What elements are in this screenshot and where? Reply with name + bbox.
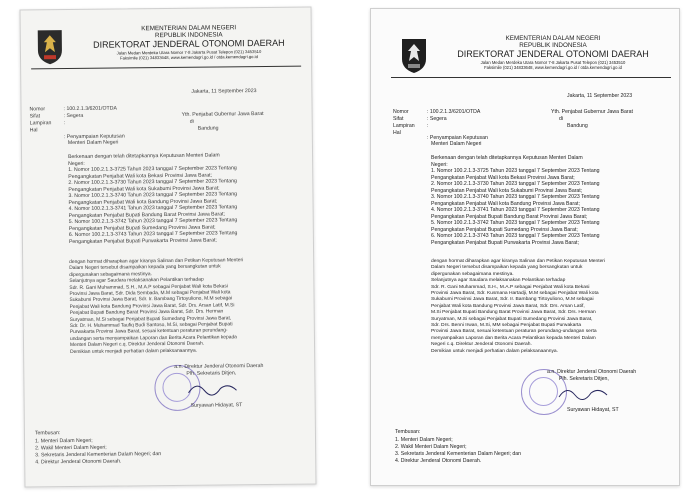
garuda-logo-icon — [35, 26, 65, 66]
address-line-2: Faksimile (021) 34833648, www.kemendagri.go.id / otda.kemendagri.go.id — [484, 65, 622, 70]
signature-name: Suryawan Hidayat, ST — [190, 402, 243, 409]
garuda-logo-icon — [399, 35, 429, 75]
meta-label-lampiran: Lampiran — [29, 120, 52, 127]
hal-value: : Penyampaian Keputusan — [427, 135, 488, 141]
lampiran-value: : — [63, 120, 66, 127]
meta-label-hal: Hal — [393, 130, 401, 136]
address-line-1: Jalan Medan Merdeka Utara Nomor 7-8 Jakarta Pusat Telepon (021) 3453510 — [480, 60, 626, 65]
tembusan-item: 4. Direktur Jenderal Otonomi Daerah. — [35, 458, 122, 466]
letter-page-right — [370, 8, 680, 486]
signature-an: a.n. Direktur Jenderal Otonomi Daerah — [547, 369, 637, 375]
meta-label-sifat: Sifat — [393, 116, 404, 122]
body-closing: dengan hormat diharapkan agar kiranya Salinan dan Petikan Keputusan Menteri Dalam Negeri tersebut disampaikan kepada yang bersangkutan untuk dipergunakan sebagaimana mestinya. Selanjutnya agar Saudara melaksanakan Pelantikan terhadap Sdr. R. Gani Muhammad, S.H., M.A.P sebagai Penjabat Wali kota Bekasi Provinsi Jawa Barat, Sdr. Kusmana Hartadji, M.M sebagai Penjabat Wali kota Sukabumi Provinsi Jawa Barat, Sdr. Ir. Bambang Tirtoyuliono, M.M sebagai Penjabat Wali kota Bandung Provinsi Jawa Barat, Sdr. Drs. Arsan Latif, M.Si Penjabat Bupati Bandung Barat Provinsi Jawa Barat, Sdr. Drs. Herman Suryatman, M.Si sebagai Penjabat Bupati Sumedang Provinsi Jawa Barat, Sdr. Drs. Benni Irwan, M.Si, MM sebagai Penjabat Bupati Purwakarta Provinsi Jawa Barat, sesuai ketentuan peraturan perundang-undangan serta menyampaikan Laporan dan Berita Acara Pelantikan kepada Menteri Dalam Negeri c.q. Direktur Jenderal Otonomi Daerah. Demikian untuk menjadi perhatian dalam pelaksanaannya. — [431, 259, 606, 354]
tembusan-item: 4. Direktur Jenderal Otonomi Daerah. — [395, 458, 482, 464]
tembusan-title: Tembusan: — [34, 430, 61, 437]
nomor-value: : 100.2.1.3/6201/OTDA — [427, 109, 481, 115]
ministry-name: KEMENTERIAN DALAM NEGERI — [505, 35, 601, 42]
meta-label-lampiran: Lampiran — [393, 123, 415, 129]
body-closing: dengan hormat diharapkan agar kiranya Salinan dan Petikan Keputusan Menteri Dalam Negeri tersebut disampaikan kepada yang bersangkutan untuk dipergunakan sebagaimana mestinya. Selanjutnya agar Saudara melaksanakan Pelantikan terhadap Sdr. R. Gani Muhammad, S.H., M.A.P sebagai Penjabat Wali kota Bekasi Provinsi Jawa Barat, Sdr. Dida Sembada, M.M sebagai Penjabat Wali kota Sukabumi Provinsi Jawa Barat, Sdr. Ir. Bambang Tirtoyuliono, M.M sebagai Penjabat Wali kota Bandung Provinsi Jawa Barat, Sdr. Drs. Arsan Latif, M.Si Penjabat Bupati Bandung Barat Provinsi Jawa Barat, Sdr. Drs. Herman Suryatman, M.Si sebagai Penjabat Bupati Sumedang Provinsi Jawa Barat, Sdr. Dr. H. Muhammad Taufiq Budi Santoso, M.Si, sebagai Penjabat Bupati Purwakarta Provinsi Jawa Barat, sesuai ketentuan peraturan perundang- undangan serta menyampaikan Laporan dan Berita Acara Pelantikan kepada Menteri Dalam Negeri c.q. Direktur Jenderal Otonomi Daerah. Demikian untuk menjadi perhatian dalam pelaksanaannya. — [69, 258, 244, 355]
place-date: Jakarta, 11 September 2023 — [567, 93, 633, 99]
signature-name: Suryawan Hidayat, ST — [567, 407, 619, 413]
address-line-2: Faksimile (021) 34833648, www.kemendagri.go.id / otda.kemendagri.go.id — [120, 54, 258, 61]
header-divider — [391, 77, 671, 78]
handwritten-signature-icon — [184, 378, 244, 399]
meta-label-sifat: Sifat — [29, 113, 41, 120]
hal-value-2: Menteri Dalam Negeri — [67, 139, 119, 147]
tembusan-item: 2. Wakil Menteri Dalam Negeri; — [35, 444, 107, 452]
ministry-name: KEMENTERIAN DALAM NEGERI — [141, 24, 237, 33]
hal-value: : Penyampaian Keputusan — [63, 133, 125, 141]
tembusan-item: 3. Sekretaris Jenderal Kementerian Dalam Negeri; dan — [395, 451, 522, 457]
nomor-value: : 100.2.1.3/6201/OTDA — [63, 105, 117, 113]
directorate-name: DIREKTORAT JENDERAL OTONOMI DAERAH — [457, 49, 649, 59]
body-list: Berkenaan dengan telah ditetapkannya Keputusan Menteri Dalam Negeri: 1. Nomor 100.2.1.3-3725 Tahun 2023 tanggal 7 September 2023 Tentang Pengangkatan Penjabat Wali kota Bekasi Provinsi Jawa Barat; 2. Nomor 100.2.1.3-3730 Tahun 2023 tanggal 7 September 2023 Tentang Pengangkatan Penjabat Wali kota Sukabumi Provinsi Jawa Barat; 3. Nomor 100.2.1.3-3740 Tahun 2023 tanggal 7 September 2023 Tentang Pengangkatan Penjabat Wali kota Bandung Provinsi Jawa Barat; 4. Nomor 100.2.1.3-3741 Tahun 2023 tanggal 7 September 2023 Tentang Pengangkatan Penjabat Bupati Bandung Barat Provinsi Jawa Barat; 5. Nomor 100.2.1.3-3742 Tahun 2023 tanggal 7 September 2023 Tentang Pengangkatan Penjabat Bupati Sumedang Provinsi Jawa Barat; 6. Nomor 100.2.1.3-3743 Tahun 2023 tanggal 7 September 2023 Tentang Pengangkatan Penjabat Bupati Purwakarta Provinsi Jawa Barat; — [431, 155, 600, 246]
tembusan-title: Tembusan: — [395, 429, 421, 435]
tembusan-item: 3. Sekretaris Jenderal Kementerian Dalam Negeri; dan — [35, 451, 162, 459]
recipient-di: di — [559, 116, 564, 122]
recipient-di: di — [189, 118, 194, 125]
sifat-value: : Segera — [63, 112, 84, 120]
recipient-city: Bandung — [197, 125, 219, 132]
body-list: Berkenaan dengan telah ditetapkannya Keputusan Menteri Dalam Negeri: 1. Nomor 100.2.1.3-3725 Tahun 2023 tanggal 7 September 2023 Tentang Pengangkatan Penjabat Wali kota Bekasi Provinsi Jawa Barat; 2. Nomor 100.2.1.3-3730 Tahun 2023 tanggal 7 September 2023 Tentang Pengangkatan Penjabat Wali kota Sukabumi Provinsi Jawa Barat; 3. Nomor 100.2.1.3-3740 Tahun 2023 tanggal 7 September 2023 Tentang Pengangkatan Penjabat Wali kota Bandung Provinsi Jawa Barat; 4. Nomor 100.2.1.3-3741 Tahun 2023 tanggal 7 September 2023 Tentang Pengangkatan Penjabat Bupati Bandung Barat Provinsi Jawa Barat; 5. Nomor 100.2.1.3-3742 Tahun 2023 tanggal 7 September 2023 Tentang Pengangkatan Penjabat Bupati Sumedang Provinsi Jawa Barat; 6. Nomor 100.2.1.3-3743 Tahun 2023 tanggal 7 September 2023 Tentang Pengangkatan Penjabat Bupati Purwakarta Provinsi Jawa Barat; — [68, 152, 238, 245]
meta-label-nomor: Nomor — [29, 106, 46, 113]
directorate-name: DIREKTORAT JENDERAL OTONOMI DAERAH — [93, 37, 285, 50]
handwritten-signature-icon — [555, 383, 615, 403]
tembusan-item: 1. Menteri Dalam Negeri; — [34, 437, 93, 445]
header-divider — [31, 66, 301, 70]
tembusan-item: 2. Wakil Menteri Dalam Negeri; — [395, 444, 467, 450]
signature-plh: Plh. Sekretaris Ditjen, — [186, 370, 237, 377]
republic-name: REPUBLIK INDONESIA — [154, 31, 223, 40]
recipient: Yth. Penjabat Gubernur Jawa Barat — [181, 110, 264, 118]
recipient: Yth. Penjabat Gubernur Jawa Barat — [551, 109, 633, 115]
lampiran-value: : — [427, 123, 429, 129]
signature-an: a.n. Direktur Jenderal Otonomi Daerah — [174, 363, 264, 370]
hal-value-2: Menteri Dalam Negeri — [431, 141, 482, 147]
letter-page-left — [20, 6, 317, 487]
tembusan-item: 1. Menteri Dalam Negeri; — [395, 437, 453, 443]
recipient-city: Bandung — [567, 123, 588, 129]
republic-name: REPUBLIK INDONESIA — [519, 42, 587, 49]
sifat-value: : Segera — [427, 116, 447, 122]
meta-label-nomor: Nomor — [393, 109, 409, 115]
address-line-1: Jalan Medan Merdeka Utara Nomor 7-8 Jakarta Pusat Telepon (021) 3453510 — [116, 49, 262, 56]
meta-label-hal: Hal — [29, 127, 38, 134]
place-date: Jakarta, 11 September 2023 — [191, 88, 257, 95]
signature-plh: Plh. Sekretaris Ditjen, — [559, 376, 609, 382]
